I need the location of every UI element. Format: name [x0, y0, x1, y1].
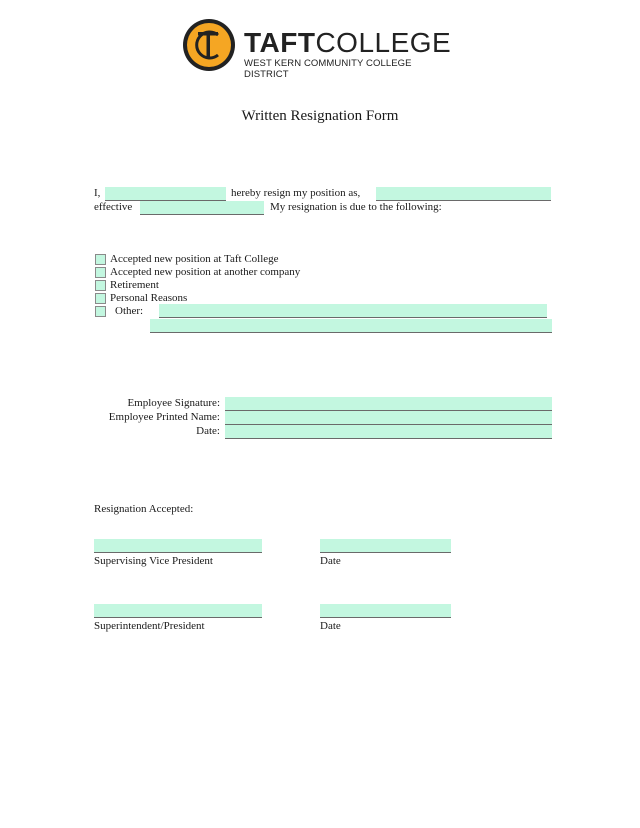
line1-mid: hereby resign my position as,: [231, 187, 361, 199]
supervising-vp-date-label: Date: [320, 555, 341, 567]
line2-prefix: effective: [94, 201, 133, 213]
supervising-vp-signature-field[interactable]: [94, 539, 262, 553]
reason-label-personal: Personal Reasons: [110, 292, 188, 304]
reason-checkbox-other-company[interactable]: [95, 267, 106, 278]
reason-checkbox-retirement[interactable]: [95, 280, 106, 291]
employee-signature-label: Employee Signature:: [127, 397, 220, 409]
line1-prefix: I,: [94, 187, 101, 199]
reason-label-taft: Accepted new position at Taft College: [110, 253, 279, 265]
page-title: Written Resignation Form: [241, 108, 399, 124]
reason-checkbox-personal[interactable]: [95, 293, 106, 304]
logo-wordmark: [244, 28, 451, 58]
employee-date-label: Date:: [196, 425, 220, 437]
reason-checkbox-other[interactable]: [95, 306, 106, 317]
college-logo: [182, 18, 452, 80]
logo-light: COLLEGE: [315, 27, 452, 58]
resignation-accepted-heading: Resignation Accepted:: [94, 503, 194, 515]
effective-date-field[interactable]: [140, 201, 264, 215]
employee-printed-name-label: Employee Printed Name:: [108, 411, 220, 423]
superintendent-date-field[interactable]: [320, 604, 451, 618]
reason-label-other: Other:: [115, 305, 144, 317]
logo-bold: TAFT: [244, 27, 316, 58]
reason-label-retirement: Retirement: [110, 279, 159, 291]
employee-signature-field[interactable]: [225, 397, 552, 411]
superintendent-label: Superintendent/President: [94, 620, 205, 632]
reason-label-other-company: Accepted new position at another company: [110, 266, 301, 278]
other-reason-field-1[interactable]: [159, 304, 547, 318]
employee-date-field[interactable]: [225, 425, 552, 439]
line2-mid: My resignation is due to the following:: [270, 201, 442, 213]
logo-subtitle: WEST KERN COMMUNITY COLLEGE DISTRICT: [244, 58, 412, 80]
supervising-vp-label: Supervising Vice President: [94, 555, 213, 567]
reason-checkbox-taft[interactable]: [95, 254, 106, 265]
supervising-vp-date-field[interactable]: [320, 539, 451, 553]
position-field[interactable]: [376, 187, 551, 201]
employee-printed-name-field[interactable]: [225, 411, 552, 425]
employee-name-field[interactable]: [105, 187, 226, 201]
other-reason-field-2[interactable]: [150, 319, 552, 333]
taft-seal-icon: [182, 18, 236, 72]
superintendent-signature-field[interactable]: [94, 604, 262, 618]
superintendent-date-label: Date: [320, 620, 341, 632]
